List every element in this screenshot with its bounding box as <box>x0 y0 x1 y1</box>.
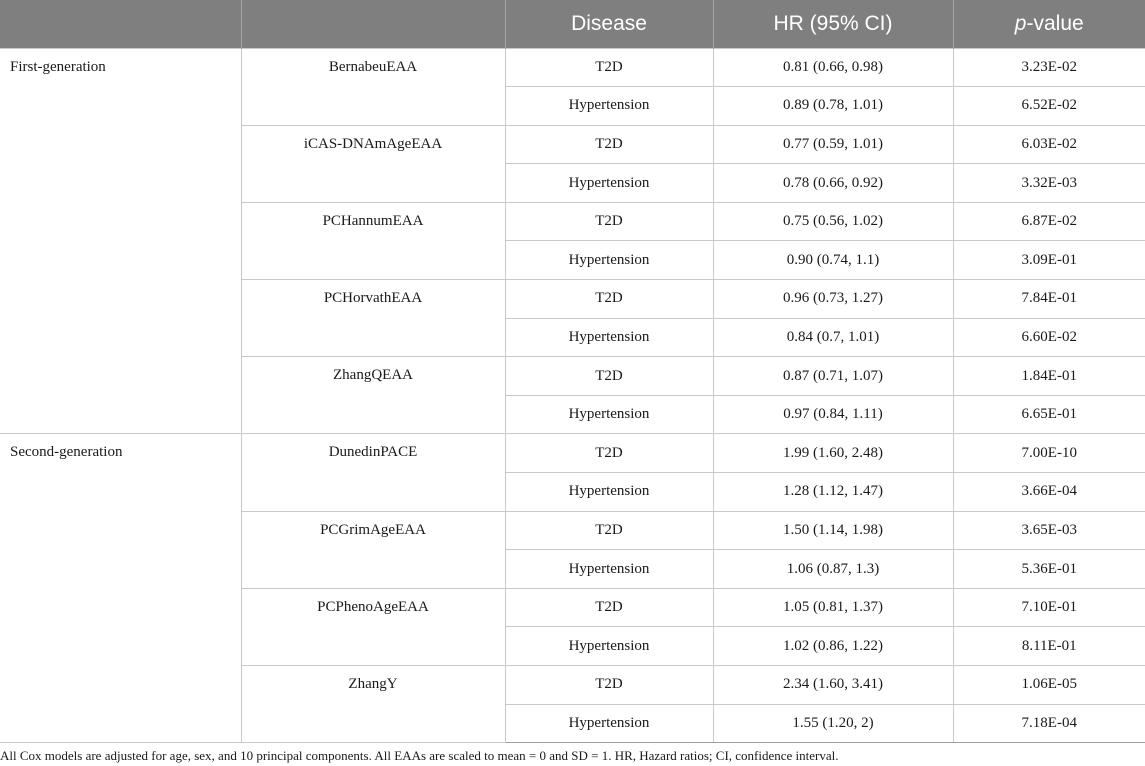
disease-cell: T2D <box>505 357 713 396</box>
header-p-rest: -value <box>1026 11 1084 35</box>
clock-name: PCGrimAgeEAA <box>241 511 505 588</box>
p-value-cell: 3.23E-02 <box>953 48 1145 87</box>
p-value-cell: 6.52E-02 <box>953 87 1145 126</box>
clock-name: ZhangY <box>241 666 505 743</box>
table-header <box>0 0 1145 48</box>
table-body <box>0 48 1145 743</box>
p-value-cell: 1.06E-05 <box>953 666 1145 705</box>
hr-cell: 1.50 (1.14, 1.98) <box>713 511 953 550</box>
hr-cell: 1.05 (0.81, 1.37) <box>713 588 953 627</box>
p-value-cell: 6.60E-02 <box>953 318 1145 357</box>
table-row <box>0 434 1145 473</box>
header-p-value <box>953 0 1145 48</box>
disease-cell: T2D <box>505 511 713 550</box>
table-footnote: All Cox models are adjusted for age, sex, and 10 principal components. All EAAs are scaled to mean = 0 and SD = 1. HR, Hazard ratios; CI, confidence interval. <box>0 748 839 763</box>
disease-cell: Hypertension <box>505 395 713 434</box>
disease-cell: Hypertension <box>505 87 713 126</box>
clock-name: PCHannumEAA <box>241 202 505 279</box>
disease-cell: Hypertension <box>505 550 713 589</box>
disease-cell: T2D <box>505 280 713 319</box>
header-clock-cell <box>241 0 505 48</box>
hr-cell: 0.75 (0.56, 1.02) <box>713 202 953 241</box>
p-value-cell: 5.36E-01 <box>953 550 1145 589</box>
clock-name: DunedinPACE <box>241 434 505 511</box>
hr-cell: 0.84 (0.7, 1.01) <box>713 318 953 357</box>
generation-label: Second-generation <box>0 434 241 743</box>
table-row <box>0 48 1145 87</box>
header-row <box>0 0 1145 48</box>
p-value-cell: 6.87E-02 <box>953 202 1145 241</box>
header-disease: Disease <box>505 0 713 48</box>
clock-name: PCPhenoAgeEAA <box>241 588 505 665</box>
hr-cell: 1.06 (0.87, 1.3) <box>713 550 953 589</box>
disease-cell: Hypertension <box>505 627 713 666</box>
p-value-cell: 8.11E-01 <box>953 627 1145 666</box>
disease-cell: Hypertension <box>505 318 713 357</box>
p-value-cell: 1.84E-01 <box>953 357 1145 396</box>
clock-name: iCAS-DNAmAgeEAA <box>241 125 505 202</box>
p-value-cell: 3.66E-04 <box>953 473 1145 512</box>
p-value-cell: 3.32E-03 <box>953 164 1145 203</box>
disease-cell: Hypertension <box>505 164 713 203</box>
p-value-cell: 7.18E-04 <box>953 704 1145 743</box>
hr-cell: 0.77 (0.59, 1.01) <box>713 125 953 164</box>
disease-cell: Hypertension <box>505 704 713 743</box>
hr-cell: 2.34 (1.60, 3.41) <box>713 666 953 705</box>
hr-cell: 0.90 (0.74, 1.1) <box>713 241 953 280</box>
clock-name: ZhangQEAA <box>241 357 505 434</box>
p-value-cell: 7.84E-01 <box>953 280 1145 319</box>
header-p-italic: p <box>1014 11 1027 35</box>
disease-cell: T2D <box>505 588 713 627</box>
hr-cell: 1.55 (1.20, 2) <box>713 704 953 743</box>
disease-cell: Hypertension <box>505 241 713 280</box>
p-value-cell: 6.03E-02 <box>953 125 1145 164</box>
hr-cell: 0.89 (0.78, 1.01) <box>713 87 953 126</box>
disease-cell: T2D <box>505 125 713 164</box>
header-hr: HR (95% CI) <box>713 0 953 48</box>
p-value-cell: 6.65E-01 <box>953 395 1145 434</box>
clock-name: PCHorvathEAA <box>241 280 505 357</box>
disease-cell: T2D <box>505 434 713 473</box>
hr-cell: 0.97 (0.84, 1.11) <box>713 395 953 434</box>
p-value-cell: 7.00E-10 <box>953 434 1145 473</box>
hr-cell: 0.78 (0.66, 0.92) <box>713 164 953 203</box>
p-value-cell: 3.65E-03 <box>953 511 1145 550</box>
p-value-cell: 7.10E-01 <box>953 588 1145 627</box>
hr-cell: 0.96 (0.73, 1.27) <box>713 280 953 319</box>
disease-cell: T2D <box>505 666 713 705</box>
disease-cell: T2D <box>505 202 713 241</box>
hr-cell: 1.28 (1.12, 1.47) <box>713 473 953 512</box>
hr-cell: 1.99 (1.60, 2.48) <box>713 434 953 473</box>
hr-cell: 1.02 (0.86, 1.22) <box>713 627 953 666</box>
hr-cell: 0.87 (0.71, 1.07) <box>713 357 953 396</box>
clock-name: BernabeuEAA <box>241 48 505 125</box>
disease-cell: Hypertension <box>505 473 713 512</box>
header-group-cell <box>0 0 241 48</box>
hr-cell: 0.81 (0.66, 0.98) <box>713 48 953 87</box>
p-value-cell: 3.09E-01 <box>953 241 1145 280</box>
generation-label: First-generation <box>0 48 241 434</box>
disease-cell: T2D <box>505 48 713 87</box>
